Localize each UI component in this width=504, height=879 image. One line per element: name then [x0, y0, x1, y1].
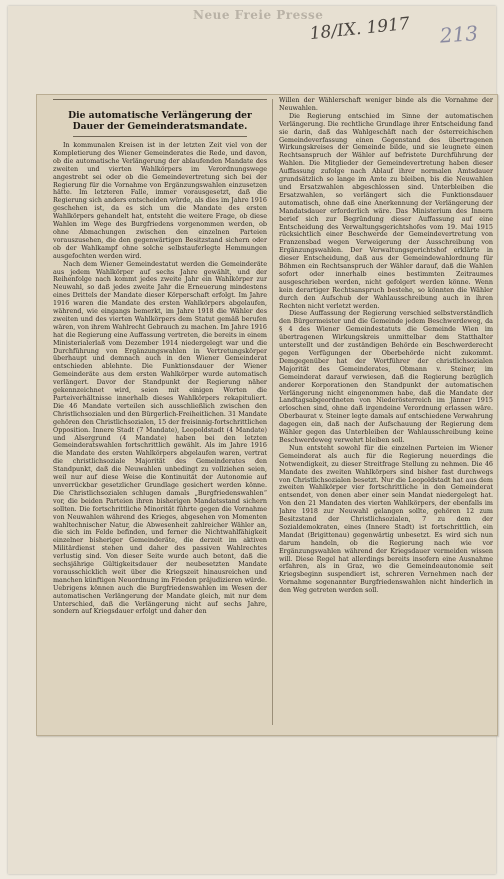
paragraph: Willen der Wählerschaft weniger binde als die Vornahme der Neuwahlen.: [279, 96, 493, 112]
archive-sheet: [8, 6, 496, 874]
column-right: [279, 95, 493, 731]
paragraph: In kommunalen Kreisen ist in der letzten Zeit viel von der Kompletierung des Wiener Gemeinderates die Rede, und davon, ob die automatische Verlängerung der ablaufenden Mandate des zweiten und vierten Wahlkörpers im Verordnungswege angestrebt sei oder ob die Gemeindevertretung sich bei der Regierung für die Vornahme von Ergänzungswahlen einzusetzen hätte. Im letzteren Falle, immer vorausgesetzt, daß die Regierung sich anders entscheiden würde, als dies im Jahre 1916 geschehen ist, da es sich um die Mandate des ersten Wahlkörpers gehandelt hat, entsteht die weitere Frage, ob diese Wahlen im Wege des Burgfriedens vorgenommen werden, ob ohne Abmachungen zwischen den einzelnen Parteien vorauszusehen, die den gegenwärtigen Besitzstand sichern oder ob der Wahlkampf ohne solche selbstauferlegte Hemmungen ausgefochten werden wird.: [53, 141, 267, 260]
newspaper-clipping: [36, 94, 498, 736]
paragraph: Die Regierung entschied im Sinne der automatischen Verlängerung. Die rechtliche Grundlage ihrer Entscheidung fand sie darin, daß das Wahlgeschäft nach der österreichischen Gemeindeverfassung einen Gegenstand des übertragenen Wirkungskreises der Gemeinde bilde, und sie leugnete einen Rechtsanspruch der Wähler auf befristete Durchführung der Wahlen. Die Mitglieder der Gemeindevertretung haben dieser Auffassung zufolge nach Ablauf ihrer normalen Amtsdauer grundsätzlich so lange im Amte zu bleiben, bis die Neuwahlen und Ersatzwahlen abgeschlossen sind. Unterbleiben die Ersatzwahlen, so verlängert sich die Funktionsdauer automatisch, ohne daß eine Anerkennung der Verlängerung der Mandatsdauer erforderlich wäre. Das Ministerium des Innern berief sich zur Begründung dieser Auffassung auf eine Entscheidung des Verwaltungsgerichtshofes vom 19. Mai 1915 rücksichtlich einer Beschwerde der Gemeindevertretung von Franzensbad wegen Verweigerung der Ausschreibung von Ergänzungswahlen. Der Verwaltungsgerichtshof erklärte in dieser Entscheidung, daß aus der Gemeindewahlordnung für Böhmen ein Rechtsanspruch der Wähler darauf, daß die Wahlen sofort oder innerhalb eines bestimmten Zeitraumes ausgeschrieben werden, nicht gefolgert werden könne. Wenn kein derartiger Rechtsanspruch bestehe, so könnten die Wähler durch den Aufschub der Wahlausschreibung auch in ihren Rechten nicht verletzt werden.: [279, 111, 493, 310]
masthead: Neue Freie Presse: [193, 8, 324, 22]
handwritten-date: 18/IX. 1917: [308, 13, 411, 45]
article-headline: Die automatische Verlängerung der Dauer der Gemeinderatsmandate.: [68, 110, 252, 132]
headline-rule: [73, 136, 247, 137]
column-divider: [272, 99, 273, 725]
paragraph: Nun entsteht sowohl für die einzelnen Parteien im Wiener Gemeinderat als auch für die Regierung neuerdings die Notwendigkeit, zu dieser Streitfrage Stellung zu nehmen. Die 46 Mandate des zweiten Wahlkörpers sind bisher fast durchwegs von Christlichsozialen besetzt. Nur die Leopoldstadt hat aus dem zweiten Wahlkörper vier fortschrittliche in den Gemeinderat entsendet, von denen aber einer sein Mandat niedergelegt hat. Von den 21 Mandaten des vierten Wahlkörpers, der ebenfalls im Jahre 1918 zur Neuwahl gelangen sollte, gehören 12 zum Besitzstand der Christlichsozialen, 7 zu dem der Sozialdemokraten, eines (Innere Stadt) ist fortschrittlich, ein Mandat (Brigittenau) gegenwärtig unbesetzt. Es wird sich nun darum handeln, ob die Regierung nach wie vor Ergänzungswahlen während der Kriegsdauer vermeiden wissen will. Diese Regel hat allerdings bereits insofern eine Ausnahme erfahren, als in Graz, wo die Gemeindeautonomie seit Kriegsbeginn suspendiert ist, schreren Vernehmen nach der Vornahme sogenannter Burgfriedenswahlen nicht hinderlich in den Weg getreten werden soll.: [279, 443, 493, 595]
paragraph: Diese Auffassung der Regierung verschied selbstverständlich den Bürgermeister und die Gemeinde jedem Beschwerdeweg, da § 4 des Wiener Gemeindestatuts die Gemeinde Wien im übertragenen Wirkungskreis unmittelbar dem Statthalter unterstellt und der zuständigen Behörde ein Beschwerderecht gegen Verfügungen der Oberbehörde nicht zukommt. Demgegenüber hat der Wortführer der christlichsozialen Majorität des Gemeinderates, Obmann v. Steiner, im Gemeinderat darauf verwiesen, daß die Regierung bezüglich anderer Korporationen den Standpunkt der automatischen Verlängerung nicht eingenommen habe, daß die Mandate der Landtagsabgeordneten von Niederösterreich im Jänner 1915 erloschen sind, ohne daß irgendeine Verordnung erlassen wäre. Oberbaurat v. Steiner legte damals auf entschiedene Verwahrung dagegen ein, daß nach der Aufschauung der Regierung dem Wähler gegen das Unterbleiben der Wahlausschreibung keine Beschwerdeweg verwehrt bleiben soll.: [279, 309, 493, 444]
paragraph: Nach dem Wiener Gemeindestatut werden die Gemeinderäte aus jedem Wahlkörper auf sechs Jahre gewählt, und der Reihenfolge nach kommt jedes zweite Jahr ein Wahlkörper zur Neuwahl, so daß jedes zweite Jahr die Erneuerung mindestens eines Drittels der Mandate dieser Körperschaft erfolgt. Im Jahre 1916 waren die Mandate des ersten Wahlkörpers abgelaufen, während, wie eingangs bemerkt, im Jahre 1918 die Wähler des zweiten und des vierten Wahlkörpers dem Statut gemäß berufen wären, von ihrem Wahlrecht Gebrauch zu machen. Im Jahre 1916 hat die Regierung eine Auffassung vertreten, die bereits in einem Ministerialerlaß vom Dezember 1914 niedergelegt war und die Durchführung von Ergänzungswahlen in Vertretungskörper überhaupt und demnach auch in den Wiener Gemeinderat entschieden ablehnte. Die Funktionsdauer der Wiener Gemeinderäte aus dem ersten Wahlkörper wurde automatisch verlängert. Davor der Standpunkt der Regierung näher gekennzeichnet wird, seien mit einigen Worten die Parteiverhältnisse innerhalb dieses Wahlkörpers rekapituliert. Die 46 Mandate verteilen sich ausschließlich zwischen den Christlichsozialen und den Bürgerlich-Freiheitlichen. 31 Mandate gehören den Christlichsozialen, 15 der freisinnig-fortschrittlichen Opposition. Innere Stadt (7 Mandate), Leopoldstadt (4 Mandate) und Alsergrund (4 Mandate) haben bei den letzten Gemeinderatswahlen fortschrittlich gewählt. Als im Jahre 1916 die Mandate des ersten Wahlkörpers abgelaufen waren, vertrat die christlichsoziale Majorität des Gemeinderates den Standpunkt, daß die Neuwahlen unbedingt zu vollziehen seien, weil nur auf diese Weise die Kontinuität der Autonomie auf unverrückbar gesetzlicher Grundlage gesichert werden könne. Die Christlichsozialen schlugen damals „Burgfriedenswahlen“ vor, die beiden Parteien ihren bisherigen Mandatsstand sichern sollten. Die fortschrittliche Minorität führte gegen die Vornahme von Neuwahlen während des Krieges, abgesehen von Momenten wahltechnischer Natur, die Abwesenheit zahlreicher Wähler an, die sich im Felde befinden, und ferner die Nichtwahlfähigkeit einzelner bisheriger Gemeinderäte, die derzeit im aktiven Militärdienst stehen und daher des passiven Wahlrechtes verlustig sind. Von dieser Seite wurde auch betont, daß die sechsjährige Gültigkeitsdauer der neubesetzten Mandate vorausschicklich weit über die Kriegszeit hinausreichen und manchen künftigen Neuordnung im Frieden präjudizieren würde. Uebrigens können auch die Burgfriedenswahlen im Wesen der automatischen Verlängerung der Mandate gleich, mit nur dem Unterschied, daß die Verlängerung nicht auf sechs Jahre, sondern auf Kriegsdauer erfolgt und daher den: [53, 259, 267, 616]
archive-number: 213: [439, 20, 479, 48]
headline-box-rule: [53, 99, 267, 100]
column-left: [53, 95, 267, 733]
